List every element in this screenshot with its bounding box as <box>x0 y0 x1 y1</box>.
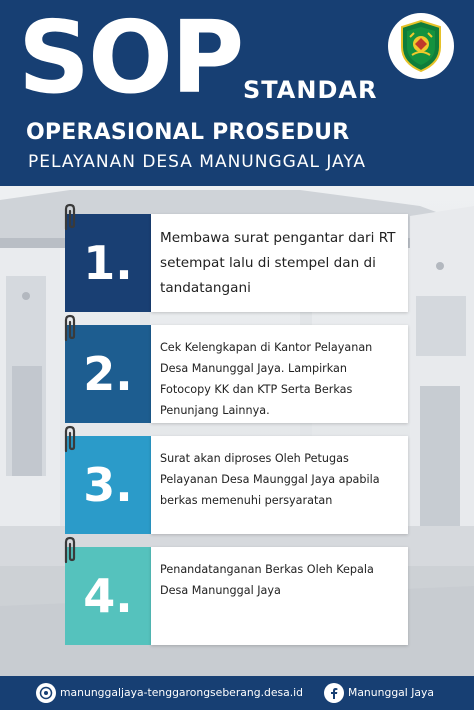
step-text: Penandatanganan Berkas Oleh Kepala Desa Manunggal Jaya <box>160 563 374 597</box>
step-3 <box>65 436 408 534</box>
footer-bar <box>0 676 474 710</box>
standar-label: STANDAR <box>243 76 378 104</box>
sop-title: SOP <box>18 0 243 116</box>
step-text: Surat akan diproses Oleh Petugas Pelayanan Desa Maunggal Jaya apabila berkas memenuhi persyaratan <box>160 452 380 507</box>
step-text: Membawa surat pengantar dari RT setempat lalu di stempel dan di tandatangani <box>160 230 396 296</box>
step-text-box <box>151 214 408 312</box>
step-text-box <box>151 325 408 423</box>
subtitle: PELAYANAN DESA MANUNGGAL JAYA <box>28 152 367 172</box>
paperclip-icon <box>60 203 82 231</box>
step-text-box <box>151 547 408 645</box>
paperclip-icon <box>60 314 82 342</box>
step-4 <box>65 547 408 645</box>
paperclip-icon <box>60 536 82 564</box>
paperclip-icon <box>60 425 82 453</box>
facebook-icon <box>324 683 344 703</box>
step-2 <box>65 325 408 423</box>
web-icon <box>36 683 56 703</box>
step-number: 4. <box>83 569 133 623</box>
step-1 <box>65 214 408 312</box>
header-banner <box>0 0 474 186</box>
step-text-box <box>151 436 408 534</box>
step-number: 3. <box>83 458 133 512</box>
facebook-link[interactable]: Manunggal Jaya <box>348 686 435 699</box>
step-text: Cek Kelengkapan di Kantor Pelayanan Desa Manunggal Jaya. Lampirkan Fotocopy KK dan KTP Serta Berkas Penunjang Lainnya. <box>160 341 373 417</box>
main-title: OPERASIONAL PROSEDUR <box>26 120 350 145</box>
step-number: 2. <box>83 347 133 401</box>
regional-emblem-icon <box>388 13 454 79</box>
website-link[interactable]: manunggaljaya-tenggarongseberang.desa.id <box>60 686 304 699</box>
step-number: 1. <box>83 236 133 290</box>
